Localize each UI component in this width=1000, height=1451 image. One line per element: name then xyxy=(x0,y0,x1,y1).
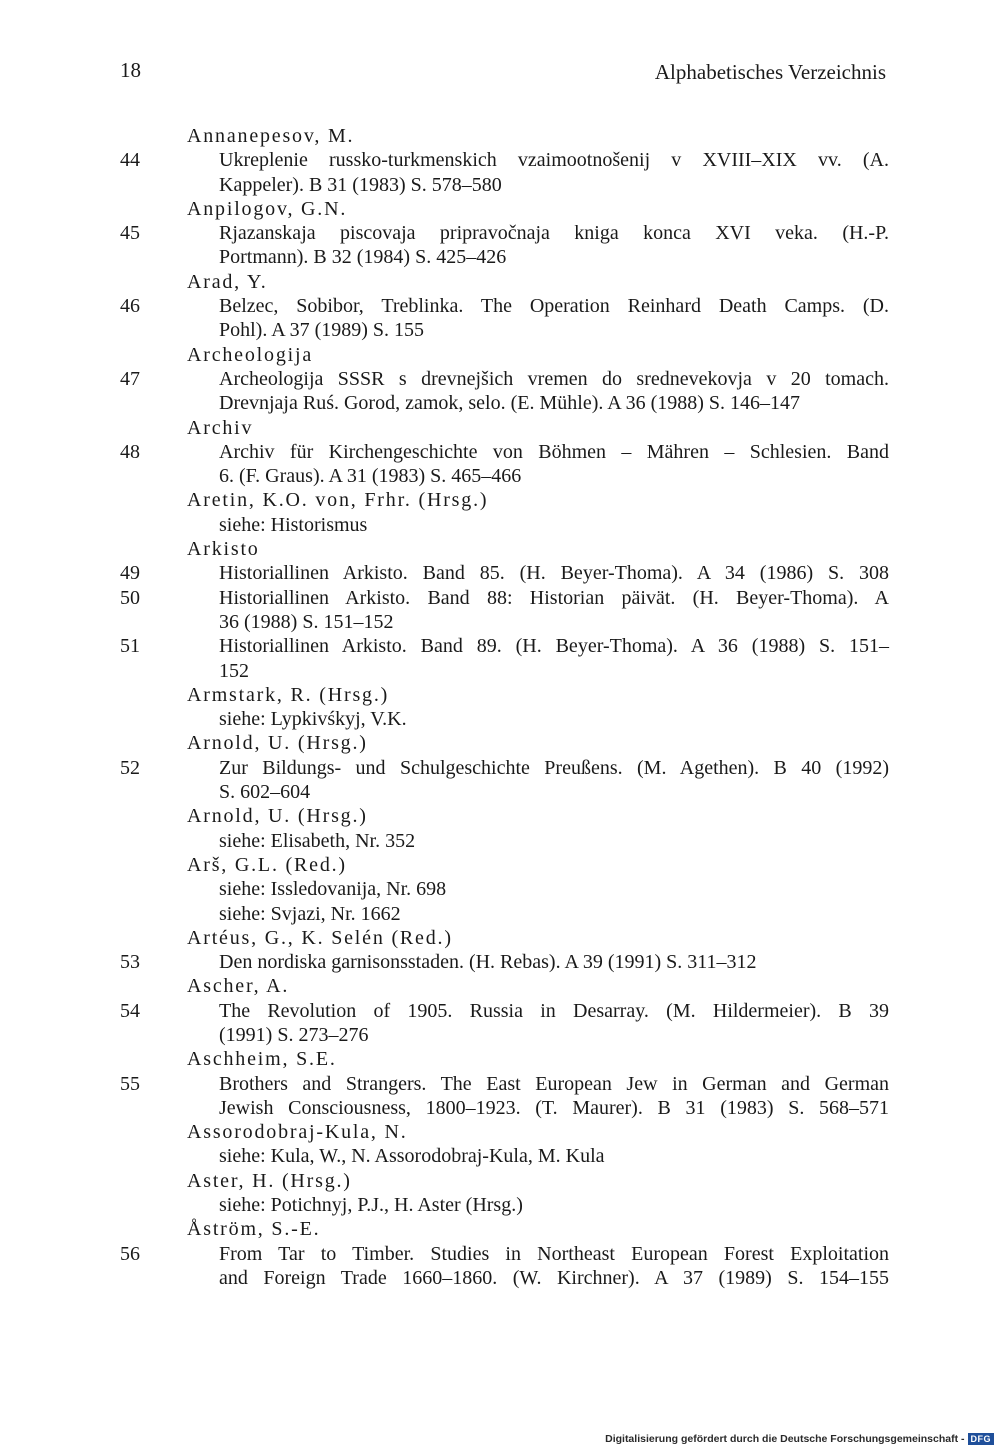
entry-heading-line xyxy=(0,197,1000,221)
entry-text-line xyxy=(0,877,1000,901)
entry-text: (1991) S. 273–276 xyxy=(219,1023,369,1046)
entry-text: Drevnjaja Ruś. Gorod, zamok, selo. (E. Mühle). A 36 (1988) S. 146–147 xyxy=(219,392,801,415)
entry-text: siehe: Lypkivśkyj, V.K. xyxy=(219,708,407,731)
entry-heading-line xyxy=(0,270,1000,294)
entry-text-line xyxy=(0,318,1000,342)
entry-text-line xyxy=(0,659,1000,683)
dfg-logo: DFG xyxy=(968,1433,995,1445)
entry-number: 47 xyxy=(120,367,140,390)
entry-text: Jewish Consciousness, 1800–1923. (T. Maurer). B 31 (1983) S. 568–571 xyxy=(219,1096,889,1119)
entry-text-line xyxy=(0,999,1000,1023)
entry-text-line xyxy=(0,148,1000,172)
entry-text-line xyxy=(0,707,1000,731)
entry-number: 52 xyxy=(120,756,140,779)
author-heading: Arkisto xyxy=(187,538,260,561)
entry-heading-line xyxy=(0,124,1000,148)
entry-text: Historiallinen Arkisto. Band 89. (H. Beyer-Thoma). A 36 (1988) S. 151– xyxy=(219,635,889,658)
entry-text-line xyxy=(0,902,1000,926)
entry-heading-line xyxy=(0,804,1000,828)
entry-text: Pohl). A 37 (1989) S. 155 xyxy=(219,319,425,342)
entry-text-line xyxy=(0,561,1000,585)
entry-text-line xyxy=(0,1072,1000,1096)
author-heading: Aster, H. (Hrsg.) xyxy=(187,1169,352,1192)
entry-text-line xyxy=(0,294,1000,318)
entry-text: siehe: Potichnyj, P.J., H. Aster (Hrsg.) xyxy=(219,1194,523,1217)
entry-text: The Revolution of 1905. Russia in Desarray. (M. Hildermeier). B 39 xyxy=(219,999,889,1022)
entry-text: Brothers and Strangers. The East European Jew in German and German xyxy=(219,1072,889,1095)
author-heading: Archeologija xyxy=(187,343,314,366)
entry-text: siehe: Svjazi, Nr. 1662 xyxy=(219,902,401,925)
entry-text-line xyxy=(0,464,1000,488)
entry-text-line xyxy=(0,1266,1000,1290)
entry-text-line xyxy=(0,391,1000,415)
entry-text: 36 (1988) S. 151–152 xyxy=(219,610,394,633)
footer-text: Digitalisierung gefördert durch die Deutsche Forschungsgemeinschaft - xyxy=(605,1433,965,1445)
entry-heading-line xyxy=(0,683,1000,707)
entry-text-line xyxy=(0,245,1000,269)
entry-text: siehe: Elisabeth, Nr. 352 xyxy=(219,829,416,852)
entry-text: Portmann). B 32 (1984) S. 425–426 xyxy=(219,246,507,269)
entry-text-line xyxy=(0,513,1000,537)
entry-heading-line xyxy=(0,1217,1000,1241)
entry-text: From Tar to Timber. Studies in Northeast European Forest Exploitation xyxy=(219,1242,889,1265)
running-head: Alphabetisches Verzeichnis xyxy=(654,60,886,84)
entry-heading-line xyxy=(0,343,1000,367)
entry-text-line xyxy=(0,440,1000,464)
entry-text-line xyxy=(0,1242,1000,1266)
entry-heading-line xyxy=(0,1169,1000,1193)
entry-number: 45 xyxy=(120,222,140,245)
entry-text: 6. (F. Graus). A 31 (1983) S. 465–466 xyxy=(219,465,522,488)
entry-text: Den nordiska garnisonsstaden. (H. Rebas). A 39 (1991) S. 311–312 xyxy=(219,951,757,974)
index-entries xyxy=(0,124,1000,1290)
entry-text-line xyxy=(0,1144,1000,1168)
author-heading: Annanepesov, M. xyxy=(187,125,355,147)
entry-text: siehe: Historismus xyxy=(219,513,368,536)
author-heading: Åström, S.-E. xyxy=(187,1218,321,1241)
entry-text: Historiallinen Arkisto. Band 85. (H. Beyer-Thoma). A 34 (1986) S. 308 xyxy=(219,562,889,585)
author-heading: Anpilogov, G.N. xyxy=(187,197,348,220)
entry-number: 55 xyxy=(120,1072,140,1095)
entry-text: Zur Bildungs- und Schulgeschichte Preußens. (M. Agethen). B 40 (1992) xyxy=(219,756,889,779)
entry-heading-line xyxy=(0,416,1000,440)
author-heading: Armstark, R. (Hrsg.) xyxy=(187,683,390,706)
entry-text: and Foreign Trade 1660–1860. (W. Kirchner). A 37 (1989) S. 154–155 xyxy=(219,1266,889,1289)
page-number: 18 xyxy=(120,58,141,82)
entry-heading-line xyxy=(0,731,1000,755)
entry-text: siehe: Issledovanija, Nr. 698 xyxy=(219,878,447,901)
entry-text: S. 602–604 xyxy=(219,781,311,804)
entry-heading-line xyxy=(0,1120,1000,1144)
author-heading: Arnold, U. (Hrsg.) xyxy=(187,732,368,755)
entry-number: 44 xyxy=(120,149,140,172)
entry-text: Ukreplenie russko-turkmenskich vzaimootnošenij v XVIII–XIX vv. (A. xyxy=(219,149,889,172)
entry-number: 46 xyxy=(120,295,140,318)
entry-number: 53 xyxy=(120,951,140,974)
entry-text-line xyxy=(0,586,1000,610)
entry-number: 54 xyxy=(120,999,140,1022)
entry-text: 152 xyxy=(219,659,249,682)
entry-text: Archiv für Kirchengeschichte von Böhmen – Mähren – Schlesien. Band xyxy=(219,440,889,463)
entry-text-line xyxy=(0,780,1000,804)
entry-number: 51 xyxy=(120,635,140,658)
entry-number: 49 xyxy=(120,562,140,585)
entry-text-line xyxy=(0,829,1000,853)
author-heading: Arad, Y. xyxy=(187,270,268,293)
entry-number: 56 xyxy=(120,1242,140,1265)
entry-text: Kappeler). B 31 (1983) S. 578–580 xyxy=(219,173,502,196)
author-heading: Assorodobraj-Kula, N. xyxy=(187,1121,408,1144)
entry-heading-line xyxy=(0,853,1000,877)
entry-heading-line xyxy=(0,488,1000,512)
author-heading: Arš, G.L. (Red.) xyxy=(187,853,347,876)
author-heading: Artéus, G., K. Selén (Red.) xyxy=(187,926,453,949)
author-heading: Archiv xyxy=(187,416,254,439)
entry-text-line xyxy=(0,950,1000,974)
entry-text-line xyxy=(0,173,1000,197)
author-heading: Aschheim, S.E. xyxy=(187,1048,337,1071)
entry-text: Belzec, Sobibor, Treblinka. The Operation Reinhard Death Camps. (D. xyxy=(219,295,889,318)
entry-text-line xyxy=(0,367,1000,391)
entry-text: Archeologija SSSR s drevnejšich vremen do srednevekovja v 20 tomach. xyxy=(219,367,889,390)
entry-text-line xyxy=(0,1193,1000,1217)
entry-heading-line xyxy=(0,537,1000,561)
entry-text-line xyxy=(0,221,1000,245)
entry-text: siehe: Kula, W., N. Assorodobraj-Kula, M. Kula xyxy=(219,1145,605,1168)
entry-number: 50 xyxy=(120,586,140,609)
entry-text: Historiallinen Arkisto. Band 88: Historian päivät. (H. Beyer-Thoma). A xyxy=(219,586,889,609)
entry-number: 48 xyxy=(120,440,140,463)
author-heading: Arnold, U. (Hrsg.) xyxy=(187,805,368,828)
entry-text: Rjazanskaja piscovaja pripravočnaja kniga konca XVI veka. (H.-P. xyxy=(219,222,889,245)
entry-text-line xyxy=(0,1096,1000,1120)
footer-credit xyxy=(605,1433,994,1445)
entry-heading-line xyxy=(0,1047,1000,1071)
author-heading: Aretin, K.O. von, Frhr. (Hrsg.) xyxy=(187,489,489,512)
entry-heading-line xyxy=(0,974,1000,998)
author-heading: Ascher, A. xyxy=(187,975,290,998)
entry-text-line xyxy=(0,610,1000,634)
entry-text-line xyxy=(0,1023,1000,1047)
entry-text-line xyxy=(0,756,1000,780)
entry-text-line xyxy=(0,634,1000,658)
entry-heading-line xyxy=(0,926,1000,950)
